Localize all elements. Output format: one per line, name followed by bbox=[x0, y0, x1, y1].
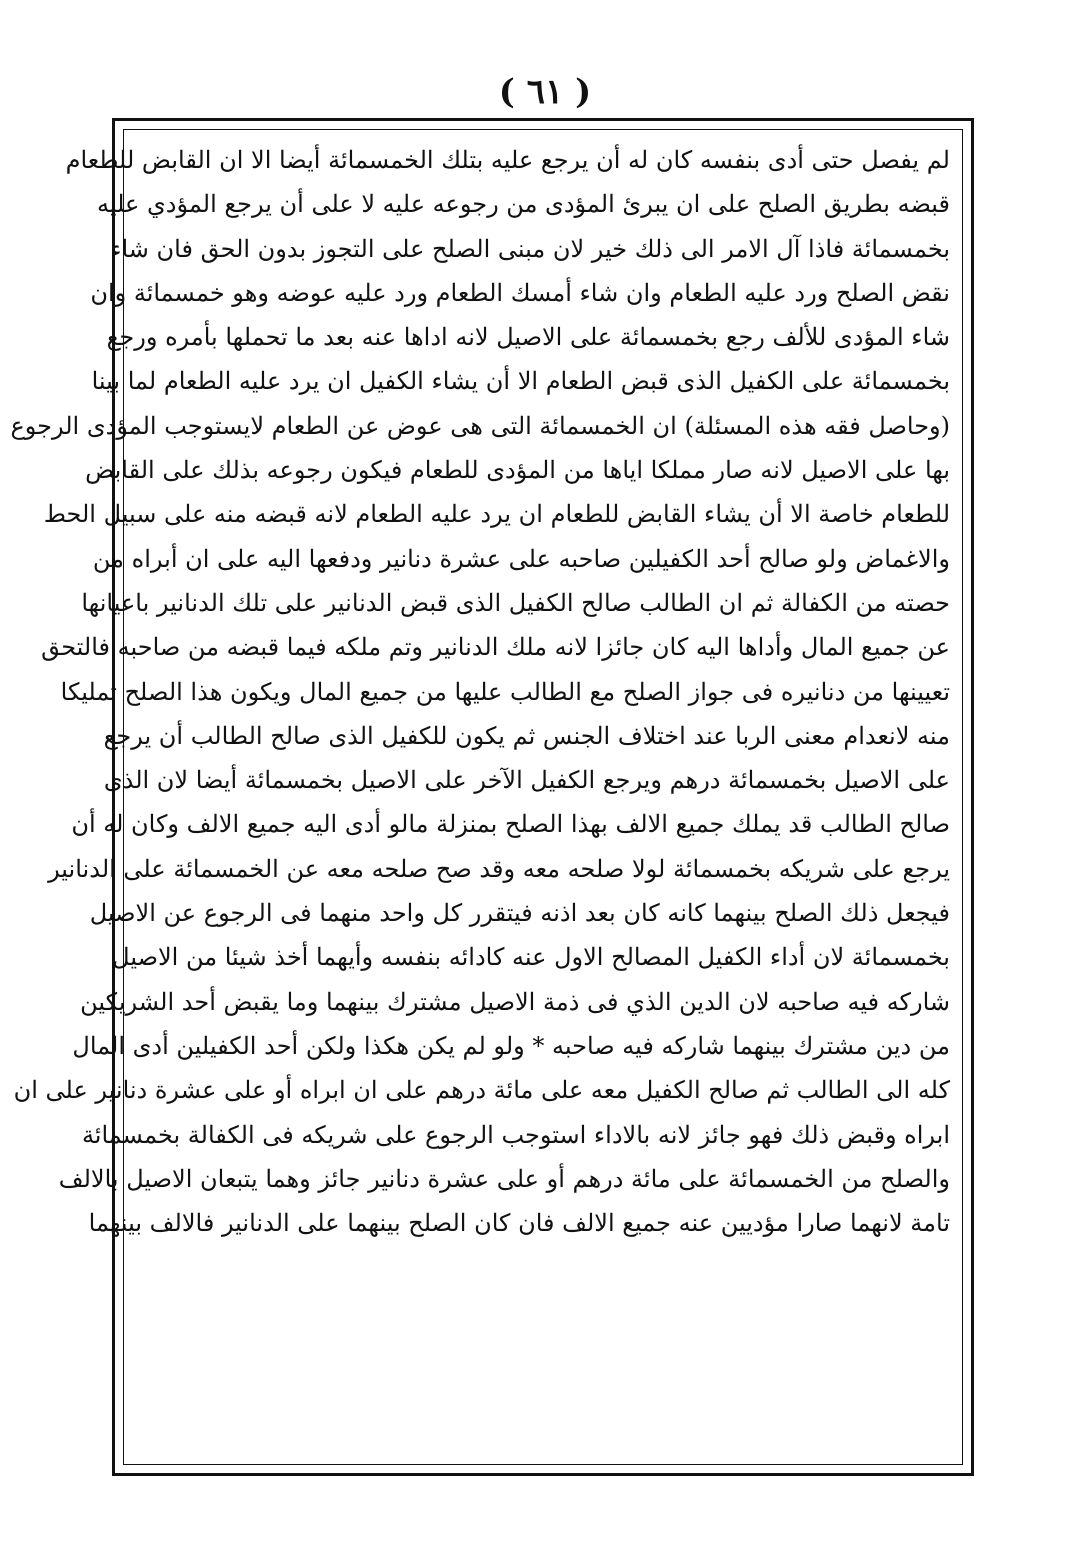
text-line: تامة لانهما صارا مؤديين عنه جميع الالف فان كان الصلح بينهما على الدنانير فالالف بينهما bbox=[88, 1209, 950, 1238]
page-number: ( ٦١ ) bbox=[498, 72, 592, 112]
text-line: نقض الصلح ورد عليه الطعام وان شاء أمسك الطعام ورد عليه عوضه وهو خمسمائة وان bbox=[90, 278, 950, 307]
text-line: شاء المؤدى للألف رجع بخمسمائة على الاصيل لانه اداها عنه بعد ما تحملها بأمره ورجع bbox=[106, 323, 950, 352]
text-body bbox=[10, 138, 950, 1468]
text-line: بخمسمائة على الكفيل الذى قبض الطعام الا أن يشاء الكفيل ان يرد عليه الطعام لما بينا bbox=[91, 367, 950, 396]
text-line: (وحاصل فقه هذه المسئلة) ان الخمسمائة التى هى عوض عن الطعام لايستوجب المؤدى الرجوع bbox=[10, 411, 950, 440]
text-line: شاركه فيه صاحبه لان الدين الذي فى ذمة الاصيل مشترك بينهما وما يقبض أحد الشريكين bbox=[80, 987, 950, 1016]
text-line: من دين مشترك بينهما شاركه فيه صاحبه * ولو لم يكن هكذا ولكن أحد الكفيلين أدى المال bbox=[72, 1031, 950, 1060]
text-line: ابراه وقبض ذلك فهو جائز لانه بالاداء استوجب الرجوع على شريكه فى الكفالة بخمسمائة bbox=[81, 1120, 950, 1149]
text-line: على الاصيل بخمسمائة درهم ويرجع الكفيل الآخر على الاصيل بخمسمائة أيضا لان الذى bbox=[103, 766, 950, 795]
text-line: بخمسمائة فاذا آل الامر الى ذلك خير لان مبنى الصلح على التجوز بدون الحق فان شاء bbox=[110, 234, 950, 263]
text-line: والصلح من الخمسمائة على مائة درهم أو على عشرة دنانير جائز وهما يتبعان الاصيل بالالف bbox=[58, 1164, 950, 1193]
text-line: منه لانعدام معنى الربا عند اختلاف الجنس ثم يكون للكفيل الذى صالح الطالب أن يرجع bbox=[103, 721, 950, 750]
text-line: فيجعل ذلك الصلح بينهما كانه كان بعد اذنه فيتقرر كل واحد منهما فى الرجوع عن الاصيل bbox=[89, 899, 950, 928]
text-line: تعيينها من دنانيره فى جواز الصلح مع الطالب عليها من جميع المال ويكون هذا الصلح تمليكا bbox=[60, 677, 950, 706]
text-line: والاغماض ولو صالح أحد الكفيلين صاحبه على عشرة دنانير ودفعها اليه على ان أبراه من bbox=[92, 544, 950, 573]
text-line: يرجع على شريكه بخمسمائة لولا صلحه معه وقد صح صلحه معه عن الخمسمائة على الدنانير bbox=[48, 854, 950, 883]
text-line: حصته من الكفالة ثم ان الطالب صالح الكفيل الذى قبض الدنانير على تلك الدنانير باعيانها bbox=[81, 588, 950, 617]
text-line: قبضه بطريق الصلح على ان يبرئ المؤدى من رجوعه عليه لا على أن يرجع المؤدي عليه bbox=[97, 190, 950, 219]
text-line: بها على الاصيل لانه صار مملكا اياها من المؤدى للطعام فيكون رجوعه بذلك على القابض bbox=[85, 456, 950, 485]
text-line: كله الى الطالب ثم صالح الكفيل معه على مائة درهم على ان ابراه أو على عشرة دنانير على ان bbox=[13, 1076, 950, 1105]
text-line: بخمسمائة لان أداء الكفيل المصالح الاول عنه كادائه بنفسه وأيهما أخذ شيئا من الاصيل bbox=[112, 943, 950, 972]
text-line: للطعام خاصة الا أن يشاء القابض للطعام ان يرد عليه الطعام لانه قبضه منه على سبيل الحط bbox=[43, 500, 950, 529]
text-line: صالح الطالب قد يملك جميع الالف بهذا الصلح بمنزلة مالو أدى اليه جميع الالف وكان له أن bbox=[71, 810, 950, 839]
text-line: عن جميع المال وأداها اليه كان جائزا لانه ملك الدنانير وتم ملكه فيما قبضه من صاحبه فالتحق bbox=[41, 633, 950, 662]
text-line: لم يفصل حتى أدى بنفسه كان له أن يرجع عليه بتلك الخمسمائة أيضا الا ان القابض للطعام bbox=[65, 146, 950, 174]
